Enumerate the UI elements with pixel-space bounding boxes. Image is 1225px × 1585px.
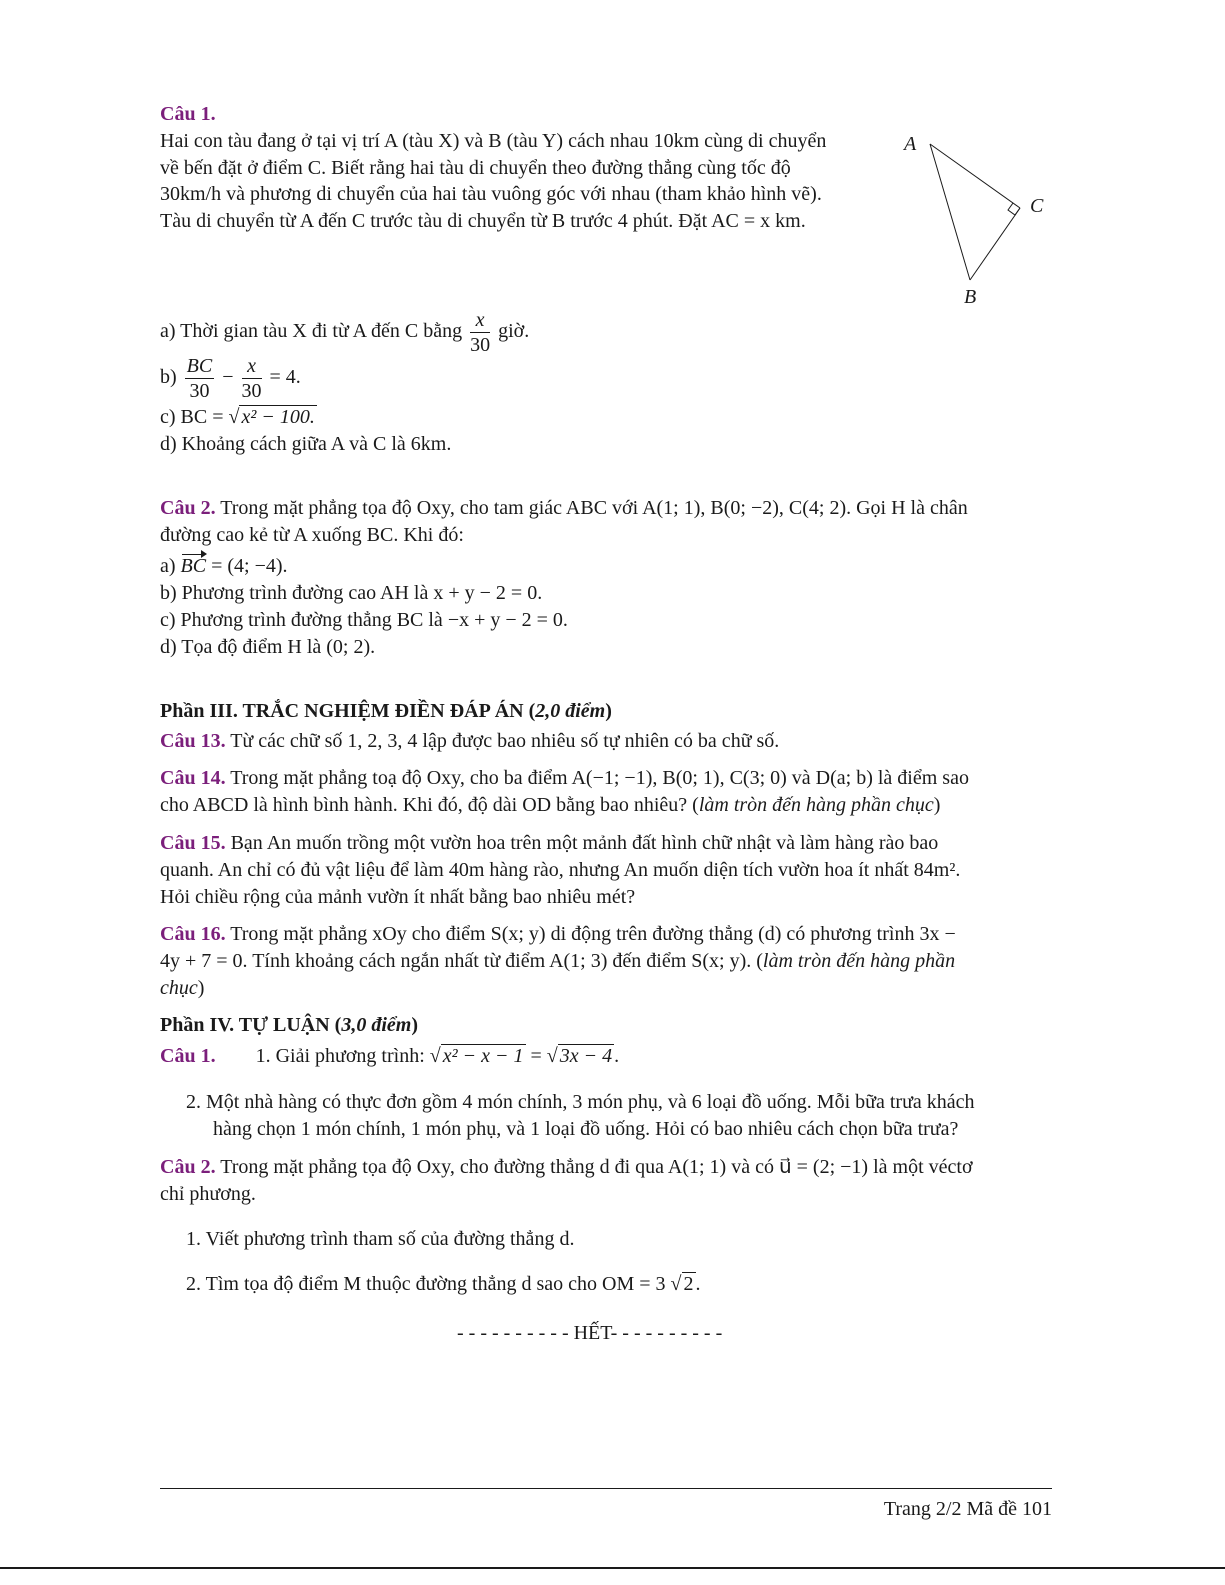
part4-heading: Phần IV. TỰ LUẬN (3,0 điểm) (160, 1014, 419, 1036)
p4-q2-line1: Câu 2. Trong mặt phẳng tọa độ Oxy, cho đường thẳng d đi qua A(1; 1) và có u⃗ = (2; −1) là một véctơ (160, 1156, 973, 1178)
footer-rule (160, 1488, 1052, 1489)
q16-line3: chục) (160, 977, 205, 999)
q2-text-line2: đường cao kẻ từ A xuống BC. Khi đó: (160, 524, 464, 546)
q15-line3: Hỏi chiều rộng của mảnh vườn ít nhất bằng bao nhiêu mét? (160, 886, 636, 908)
fraction-bc-30: $\frac{BC}{30}$ (186, 354, 213, 402)
vector-bc: BC (180, 555, 207, 577)
triangle-figure (900, 128, 1060, 313)
p4-q2-line2: chỉ phương. (160, 1183, 256, 1205)
sqrt-expression: √ x² − 100. (228, 406, 315, 428)
q2-text-line1: Câu 2. Trong mặt phẳng tọa độ Oxy, cho tam giác ABC với A(1; 1), B(0; −2), C(4; 2). Gọi H là chân (160, 497, 968, 519)
part3-heading: Phần III. TRẮC NGHIỆM ĐIỀN ĐÁP ÁN (2,0 điểm) (160, 700, 612, 722)
end-mark: - - - - - - - - - - HẾT- - - - - - - - - - (457, 1322, 723, 1344)
q1-option-a: a) Thời gian tàu X đi từ A đến C bằng $\frac{x}{30}$ giờ. (160, 308, 530, 356)
p4-q1-item1: Câu 1. 1. Giải phương trình: √ x² − x − 1 = √ 3x − 4 . (160, 1045, 620, 1067)
q15-line2: quanh. An chỉ có đủ vật liệu để làm 40m hàng rào, nhưng An muốn diện tích vườn hoa ít nhất 84m². (160, 859, 961, 881)
fraction-x-30: $\frac{x}{30}$ (470, 308, 491, 356)
q1-option-d: d) Khoảng cách giữa A và C là 6km. (160, 433, 452, 455)
sqrt-two: √ 2 (670, 1273, 694, 1295)
q1-option-b: b) $\frac{BC}{30}$ − $\frac{x}{30}$ = 4. (160, 354, 301, 402)
label-c: C (1030, 195, 1044, 217)
q2-option-d: d) Tọa độ điểm H là (0; 2). (160, 636, 376, 658)
q16-line2: 4y + 7 = 0. Tính khoảng cách ngắn nhất từ điểm A(1; 3) đến điểm S(x; y). (làm tròn đến hàng phần (160, 950, 956, 972)
p4-q2-item2: 2. Tìm tọa độ điểm M thuộc đường thẳng d sao cho OM = 3 √ 2 . (186, 1273, 701, 1295)
q1-option-c: c) BC = √ x² − 100. (160, 406, 315, 428)
q14-line1: Câu 14. Trong mặt phẳng toạ độ Oxy, cho ba điểm A(−1; −1), B(0; 1), C(3; 0) và D(a; b) là điểm sao (160, 767, 969, 789)
q2-option-b: b) Phương trình đường cao AH là x + y − 2 = 0. (160, 582, 543, 604)
right-angle-mark (1008, 203, 1020, 215)
segment-cb (970, 208, 1020, 280)
q1-text-line2: về bến đặt ở điểm C. Biết rằng hai tàu di chuyển theo đường thẳng cùng tốc độ (160, 157, 791, 179)
q1-label: Câu 1. (160, 103, 216, 125)
segment-ba (930, 144, 970, 280)
page-footer: Trang 2/2 Mã đề 101 (883, 1498, 1052, 1520)
q2-option-a: a) BC = (4; −4). (160, 555, 288, 577)
label-b: B (964, 286, 977, 308)
q1-text-line3: 30km/h và phương di chuyển của hai tàu vuông góc với nhau (tham khảo hình vẽ). (160, 183, 822, 205)
label-a: A (904, 133, 917, 155)
bottom-rule (0, 1567, 1225, 1569)
segment-ac (930, 144, 1020, 208)
fraction-x-30-b: $\frac{x}{30}$ (241, 354, 262, 402)
p4-q2-item1: 1. Viết phương trình tham số của đường thẳng d. (186, 1228, 575, 1250)
sqrt-right: √ 3x − 4 (546, 1045, 613, 1067)
q1-text-line1: Hai con tàu đang ở tại vị trí A (tàu X) và B (tàu Y) cách nhau 10km cùng di chuyển (160, 130, 827, 152)
p4-q1-item2-line2: hàng chọn 1 món chính, 1 món phụ, và 1 loại đồ uống. Hỏi có bao nhiêu cách chọn bữa trưa? (213, 1118, 959, 1140)
q1-text-line4: Tàu di chuyển từ A đến C trước tàu di chuyển từ B trước 4 phút. Đặt AC = x km. (160, 210, 806, 232)
q14-line2: cho ABCD là hình bình hành. Khi đó, độ dài OD bằng bao nhiêu? (làm tròn đến hàng phần chục) (160, 794, 941, 816)
q15-line1: Câu 15. Bạn An muốn trồng một vườn hoa trên một mảnh đất hình chữ nhật và làm hàng rào bao (160, 832, 939, 854)
q16-line1: Câu 16. Trong mặt phẳng xOy cho điểm S(x; y) di động trên đường thẳng (d) có phương trình 3x − (160, 923, 956, 945)
q13: Câu 13. Từ các chữ số 1, 2, 3, 4 lập được bao nhiêu số tự nhiên có ba chữ số. (160, 730, 780, 752)
q2-option-c: c) Phương trình đường thẳng BC là −x + y − 2 = 0. (160, 609, 568, 631)
sqrt-left: √ x² − x − 1 (429, 1045, 524, 1067)
p4-q1-item2-line1: 2. Một nhà hàng có thực đơn gồm 4 món chính, 3 món phụ, và 6 loại đồ uống. Mỗi bữa trưa khách (186, 1091, 975, 1113)
